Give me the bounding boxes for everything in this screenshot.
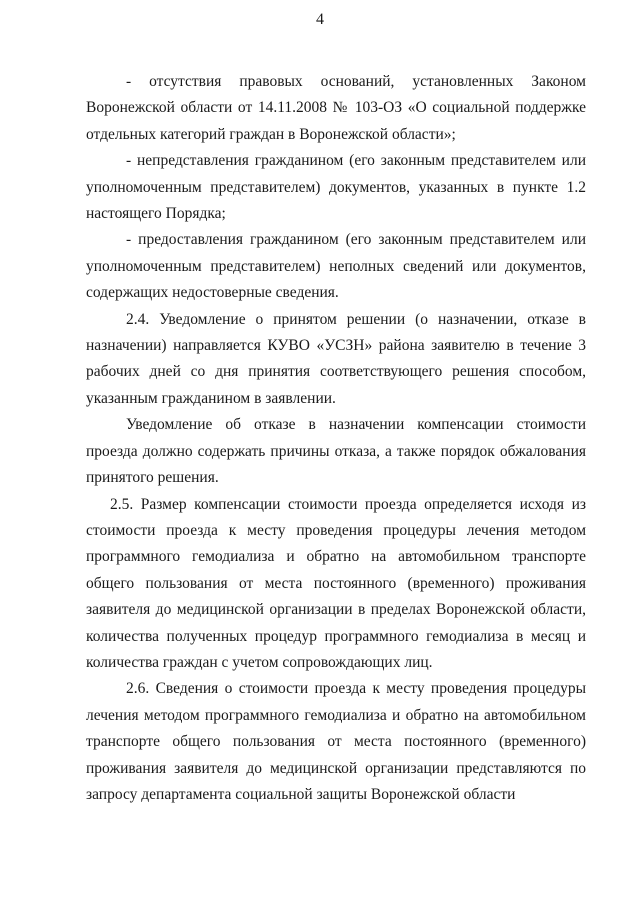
paragraph-refusal-notice-content: Уведомление об отказе в назначении компенсации стоимости проезда должно содержать причины отказа, а также порядок обжалования принятого решения. [86,416,586,487]
paragraph-2-4-notification: 2.4. Уведомление о принятом решении (о назначении, отказе в назначении) направляется КУВО «УСЗН» района заявителю в течение 3 рабочих дней со дня принятия соответствующего решения способом, указанным гражданином в заявлении. [86,310,586,407]
paragraph-2-6-fare-information: 2.6. Сведения о стоимости проезда к месту проведения процедуры лечения методом программного гемодиализа и обратно на автомобильном транспорте общего пользования от места постоянного (временного) проживания заявителя до медицинской организации представляются по запросу департамента социальной защиты Воронежской области [86,680,586,803]
paragraph-refusal-ground-legal: - отсутствия правовых оснований, установленных Законом Воронежской области от 14.11.2008 № 103-ОЗ «О социальной поддержке отдельных категорий граждан в Воронежской области»; [86,73,586,143]
page-number: 4 [316,11,324,28]
document-body [86,69,586,808]
paragraph-refusal-ground-documents: - непредставления гражданином (его законным представителем или уполномоченным представителем) документов, указанных в пункте 1.2 настоящего Порядка; [86,152,586,223]
paragraph-2-5-compensation-amount: 2.5. Размер компенсации стоимости проезда определяется исходя из стоимости проезда к месту проведения процедуры лечения методом программного гемодиализа и обратно на автомобильном транспорте общего пользования от места постоянного (временного) проживания заявителя до медицинской организации в пределах Воронежской области, количества полученных процедур программного гемодиализа в месяц и количества граждан с учетом сопровождающих лиц. [86,495,586,671]
paragraph-refusal-ground-incomplete: - предоставления гражданином (его законным представителем или уполномоченным представителем) неполных сведений или документов, содержащих недостоверные сведения. [86,231,586,302]
